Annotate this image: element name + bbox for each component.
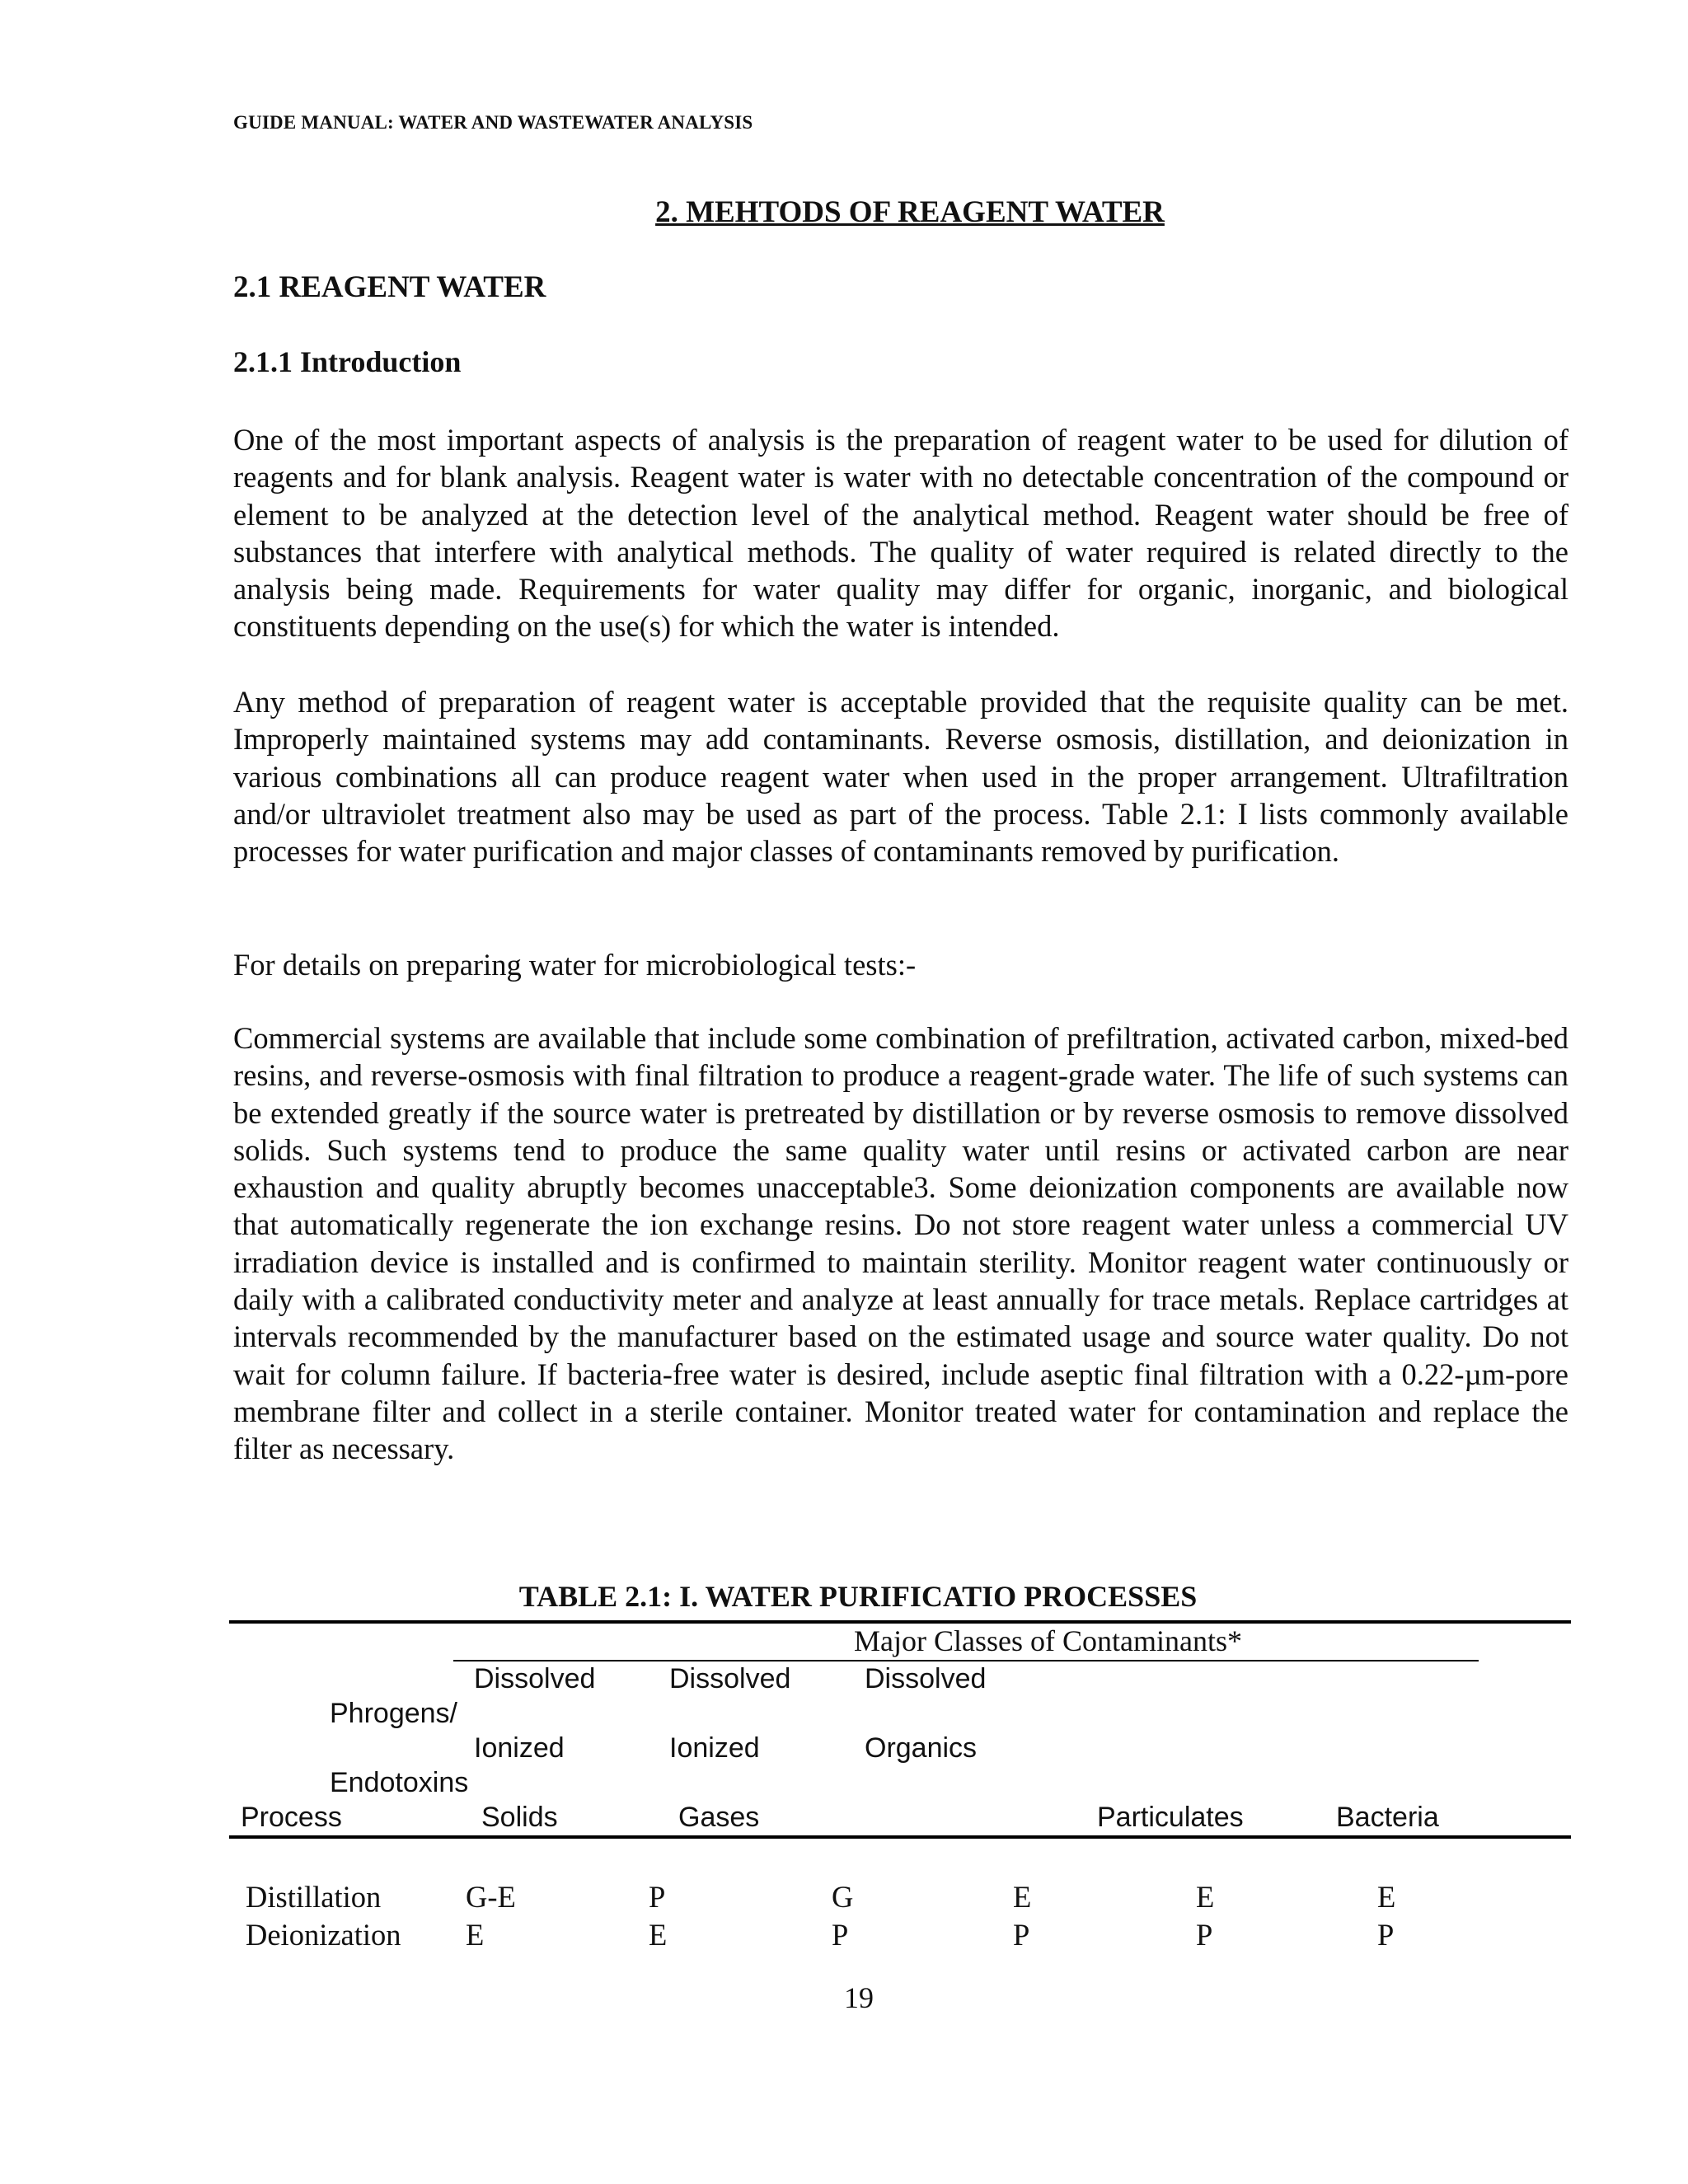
- row-cell: G: [832, 1880, 854, 1914]
- row-cell: P: [1196, 1918, 1213, 1952]
- header-dissolved-solids: Dissolved: [474, 1663, 596, 1694]
- intro-paragraph-3: For details on preparing water for microbiological tests:-: [233, 948, 917, 982]
- header-bacteria: Bacteria: [1336, 1802, 1439, 1833]
- header-endotoxins: Endotoxins: [330, 1767, 469, 1798]
- intro-paragraph-1: One of the most important aspects of analysis is the preparation of reagent water to be used for dilution of reagents and for blank analysis. Reagent water is water with no detectable concentration of the compound or element to be analyzed at the detection level of the analytical method. Reagent water should be free of substances that interfere with analytical methods. The quality of water required is related directly to the analysis being made. Requirements for water quality may differ for organic, inorganic, and biological constituents depending on the use(s) for which the water is intended.: [233, 423, 1568, 644]
- chapter-title: 2. MEHTODS OF REAGENT WATER: [655, 195, 1165, 229]
- table-header-rule: [229, 1835, 1571, 1839]
- row-process: Deionization: [246, 1918, 401, 1952]
- row-cell: E: [1013, 1880, 1032, 1914]
- subsection-heading: 2.1.1 Introduction: [233, 345, 462, 378]
- header-gases: Gases: [678, 1802, 760, 1833]
- row-cell: P: [1377, 1918, 1395, 1952]
- row-cell: E: [466, 1918, 485, 1952]
- section-heading: 2.1 REAGENT WATER: [233, 270, 546, 304]
- table-title: TABLE 2.1: I. WATER PURIFICATIO PROCESSES: [518, 1580, 1198, 1613]
- row-cell: E: [1196, 1880, 1215, 1914]
- row-cell: E: [1377, 1880, 1396, 1914]
- header-dissolved-gases: Dissolved: [669, 1663, 791, 1694]
- header-ionized-gases: Ionized: [669, 1732, 760, 1764]
- row-cell: G-E: [466, 1880, 516, 1914]
- row-cell: P: [1013, 1918, 1030, 1952]
- header-particulates: Particulates: [1097, 1802, 1244, 1833]
- header-organics: Organics: [865, 1732, 978, 1764]
- table-group-label: Major Classes of Contaminants*: [854, 1624, 1242, 1657]
- row-process: Distillation: [246, 1880, 382, 1914]
- header-dissolved-organics: Dissolved: [865, 1663, 987, 1694]
- row-cell: E: [649, 1918, 668, 1952]
- row-cell: P: [649, 1880, 666, 1914]
- intro-paragraph-4: Commercial systems are available that include some combination of prefiltration, activated carbon, mixed-bed resins, and reverse-osmosis with final filtration to produce a reagent-grade water. The life of such systems can be extended greatly if the source water is pretreated by distillation or by reverse osmosis to remove dissolved solids. Such systems tend to produce the same quality water until resins or activated carbon are near exhaustion and quality abruptly becomes unacceptable3. Some deionization components are available now that automatically regenerate the ion exchange resins. Do not store reagent water unless a commercial UV irradiation device is installed and is confirmed to maintain sterility. Monitor reagent water continuously or daily with a calibrated conductivity meter and analyze at least annually for trace metals. Replace cartridges at intervals recommended by the manufacturer based on the estimated usage and source water quality. Do not wait for column failure. If bacteria-free water is desired, include aseptic final filtration with a 0.22-µm-pore membrane filter and collect in a sterile container. Monitor treated water for contamination and replace the filter as necessary.: [233, 1021, 1568, 1466]
- table-group-rule: [453, 1660, 1479, 1661]
- header-ionized-solids: Ionized: [474, 1732, 565, 1764]
- row-cell: P: [832, 1918, 849, 1952]
- intro-paragraph-2: Any method of preparation of reagent water is acceptable provided that the requisite quality can be met. Improperly maintained systems may add contaminants. Reverse osmosis, distillation, and deionization in various combinations all can produce reagent water when used in the proper arrangement. Ultrafiltration and/or ultraviolet treatment also may be used as part of the process. Table 2.1: I lists commonly available processes for water purification and major classes of contaminants removed by purification.: [233, 685, 1568, 869]
- header-process: Process: [241, 1802, 342, 1833]
- running-header: GUIDE MANUAL: WATER AND WASTEWATER ANALYSIS: [233, 112, 753, 133]
- header-phrogens: Phrogens/: [330, 1698, 457, 1729]
- header-solids: Solids: [481, 1802, 558, 1833]
- page-number: 19: [844, 1981, 874, 2014]
